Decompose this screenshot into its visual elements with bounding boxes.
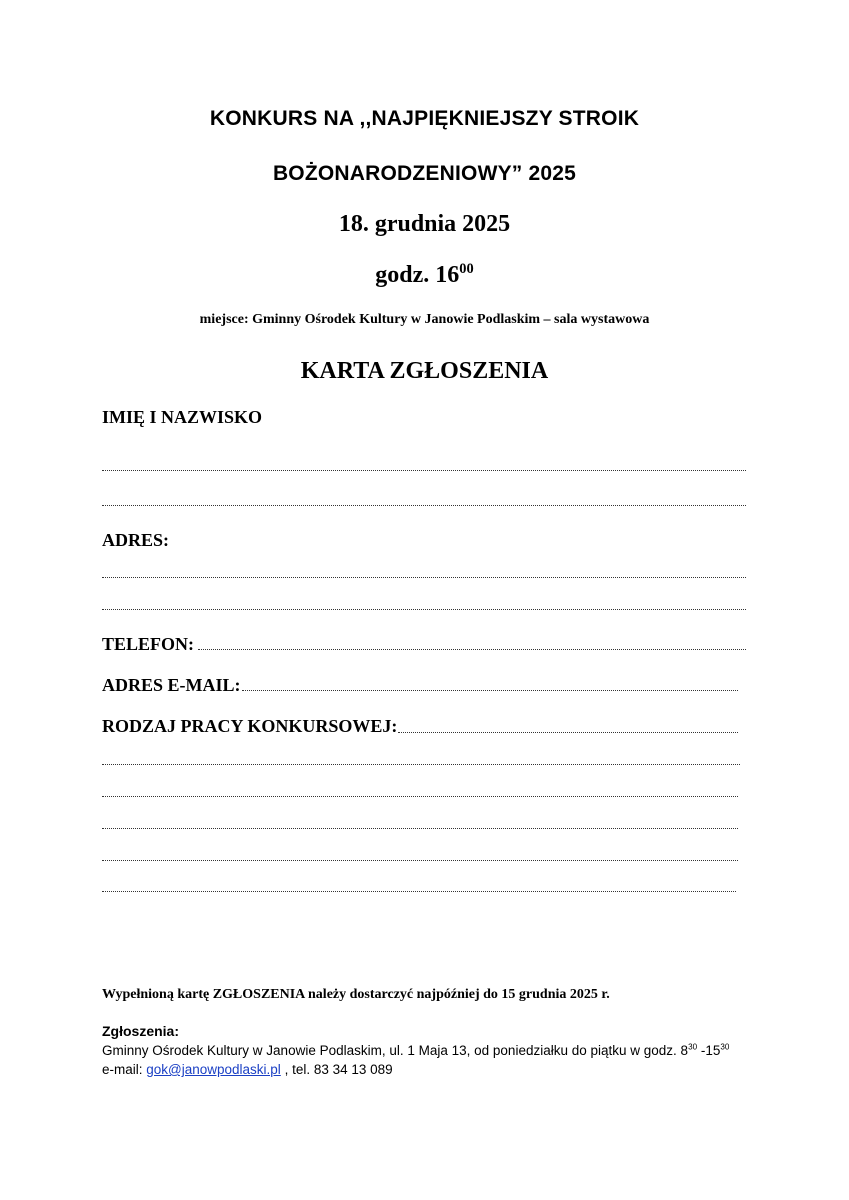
event-time-hours: godz. 16 (375, 262, 460, 288)
event-time (0, 262, 849, 289)
event-date: 18. grudnia 2025 (338, 211, 511, 237)
form-heading: KARTA ZGŁOSZENIA (300, 358, 549, 384)
contact-text: Gminny Ośrodek Kultury w Janowie Podlaskim, ul. 1 Maja 13, od poniedziałku do piątku w godz. 8 (102, 1043, 689, 1058)
work-type-label: RODZAJ PRACY KONKURSOWEJ: (102, 716, 398, 736)
hours-end-minutes: 30 (720, 1042, 730, 1052)
name-line-2[interactable] (102, 505, 746, 506)
submissions-label: Zgłoszenia: (102, 1023, 180, 1039)
event-place: miejsce: Gminny Ośrodek Kultury w Janowie Podlaskim – sala wystawowa (199, 312, 650, 327)
address-line-2[interactable] (102, 609, 746, 610)
address-line-1[interactable] (102, 577, 746, 578)
hours-start-minutes: 30 (688, 1042, 698, 1052)
email-line[interactable] (242, 690, 738, 691)
title-line-1: KONKURS NA ,,NAJPIĘKNIEJSZY STROIK (209, 107, 640, 130)
hours-separator: -15 (697, 1043, 721, 1058)
event-time-minutes: 00 (459, 261, 474, 277)
work-type-extra-line-1[interactable] (102, 764, 740, 765)
work-type-extra-line-2[interactable] (102, 796, 738, 797)
name-line-1[interactable] (102, 470, 746, 471)
deadline-note: Wypełnioną kartę ZGŁOSZENIA należy dostarczyć najpóźniej do 15 grudnia 2025 r. (102, 987, 610, 1002)
work-type-extra-line-5[interactable] (102, 891, 736, 892)
contact-line (102, 1043, 729, 1058)
email-link[interactable]: gok@janowpodlaski.pl (146, 1062, 281, 1077)
email-prefix: e-mail: (102, 1062, 147, 1077)
name-label: IMIĘ I NAZWISKO (102, 407, 263, 427)
phone-label: TELEFON: (102, 634, 195, 654)
work-type-extra-line-4[interactable] (102, 860, 738, 861)
title-line-2: BOŻONARODZENIOWY” 2025 (272, 162, 577, 185)
phone-text: , tel. 83 34 13 089 (280, 1062, 393, 1077)
email-phone-line (102, 1062, 393, 1077)
work-type-extra-line-3[interactable] (102, 828, 738, 829)
email-label: ADRES E-MAIL: (102, 675, 241, 695)
address-label: ADRES: (102, 530, 170, 550)
work-type-line[interactable] (398, 732, 738, 733)
phone-line[interactable] (198, 649, 746, 650)
